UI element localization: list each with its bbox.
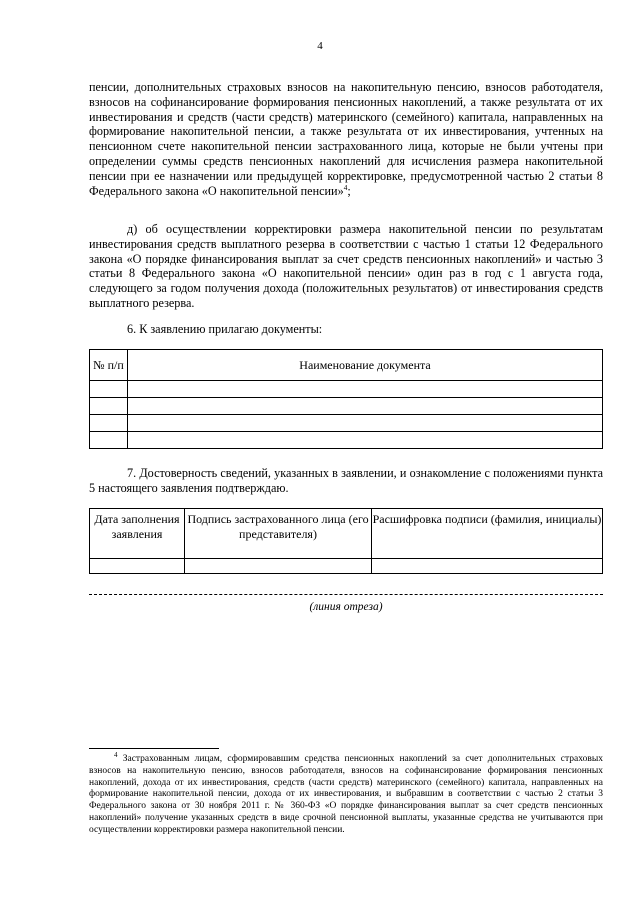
cut-line — [89, 594, 603, 595]
table-cell[interactable] — [90, 432, 128, 449]
cut-line-label: (линия отреза) — [309, 601, 383, 613]
table-cell[interactable] — [90, 381, 128, 398]
table-row — [90, 559, 603, 574]
paragraph-d-text: д) об осуществлении корректировки размера накопительной пенсии по результатам инвестирования средств выплатного резерва в соответствии с частью 1 статьи 12 Федерального закона «О порядке финансирования выплат за счет средств пенсионных накоплений» и частью 3 статьи 8 Федерального закона «О накопительной пенсии» один раз в год с 1 августа года, следующего за годом получения дохода (положительных результатов) от инвестирования средств выплатного резерва. — [89, 222, 603, 310]
footnote-reference: 4 — [343, 182, 348, 192]
table-cell[interactable] — [90, 398, 128, 415]
table-row — [90, 398, 603, 415]
name-decode-cell[interactable] — [372, 559, 603, 574]
paragraph-continuation — [89, 80, 603, 198]
col-header-number: № п/п — [90, 350, 128, 381]
page-number: 4 — [317, 40, 323, 52]
documents-table-header — [90, 350, 603, 381]
date-cell[interactable] — [90, 559, 185, 574]
footnote — [89, 750, 604, 837]
section-7-text: 7. Достоверность сведений, указанных в заявлении, и ознакомление с положениями пункта 5 настоящего заявления подтверждаю. — [89, 466, 603, 495]
signature-cell[interactable] — [185, 559, 372, 574]
paragraph-continuation-text: пенсии, дополнительных страховых взносов на накопительную пенсию, взносов работодателя, взносов на софинансирование формирования пенсионных накоплений, а также результата от их инвестирования и средств (части средств) материнского (семейного) капитала, направленных на формирование накопительной пенсии, а также результата от их инвестирования, учтенных на пенсионном счете накопительной пенсии застрахованного лица, которые не были учтены при определении суммы средств пенсионных накоплений для исчисления размера накопительной пенсии при ее назначении или предыдущей корректировке, предусмотренной частью 2 статьи 8 Федерального закона «О накопительной пенсии» — [89, 80, 603, 198]
footnote-separator — [89, 748, 219, 749]
col-header-date: Дата заполнения заявления — [90, 509, 185, 559]
documents-table — [89, 349, 603, 449]
paragraph-d — [89, 222, 603, 311]
table-row — [90, 415, 603, 432]
signature-table — [89, 508, 603, 574]
col-header-document-name: Наименование документа — [128, 350, 603, 381]
table-cell[interactable] — [128, 381, 603, 398]
signature-table-header — [90, 509, 603, 559]
table-cell[interactable] — [128, 398, 603, 415]
table-row — [90, 381, 603, 398]
section-6-heading: 6. К заявлению прилагаю документы: — [127, 322, 323, 336]
footnote-number: 4 — [114, 750, 118, 759]
table-row — [90, 432, 603, 449]
col-header-name-decode: Расшифровка подписи (фамилия, инициалы) — [372, 509, 603, 559]
table-cell[interactable] — [128, 432, 603, 449]
paragraph-end-punct: ; — [347, 183, 351, 198]
table-cell[interactable] — [90, 415, 128, 432]
table-cell[interactable] — [128, 415, 603, 432]
footnote-text: Застрахованным лицам, сформировавшим средства пенсионных накоплений за счет дополнительных страховых взносов на накопительную пенсию, взносов работодателя, взносов на софинансирование формирования пенсионных накоплений, дохода от их инвестирования, средств (части средств) материнского (семейного) капитала, направленных на формирование накопительной пенсии, дохода от их инвестирования, и выбравшим в соответствии с частью 2 статьи 3 Федерального закона от 30 ноября 2011 г. № 360-ФЗ «О порядке финансирования выплат за счет средств пенсионных накоплений» получение указанных средств в виде срочной пенсионной выплаты, указанные средства не учитываются при осуществлении корректировки размера накопительной пенсии. — [89, 754, 604, 835]
col-header-signature: Подпись застрахованного лица (его представителя) — [185, 509, 372, 559]
